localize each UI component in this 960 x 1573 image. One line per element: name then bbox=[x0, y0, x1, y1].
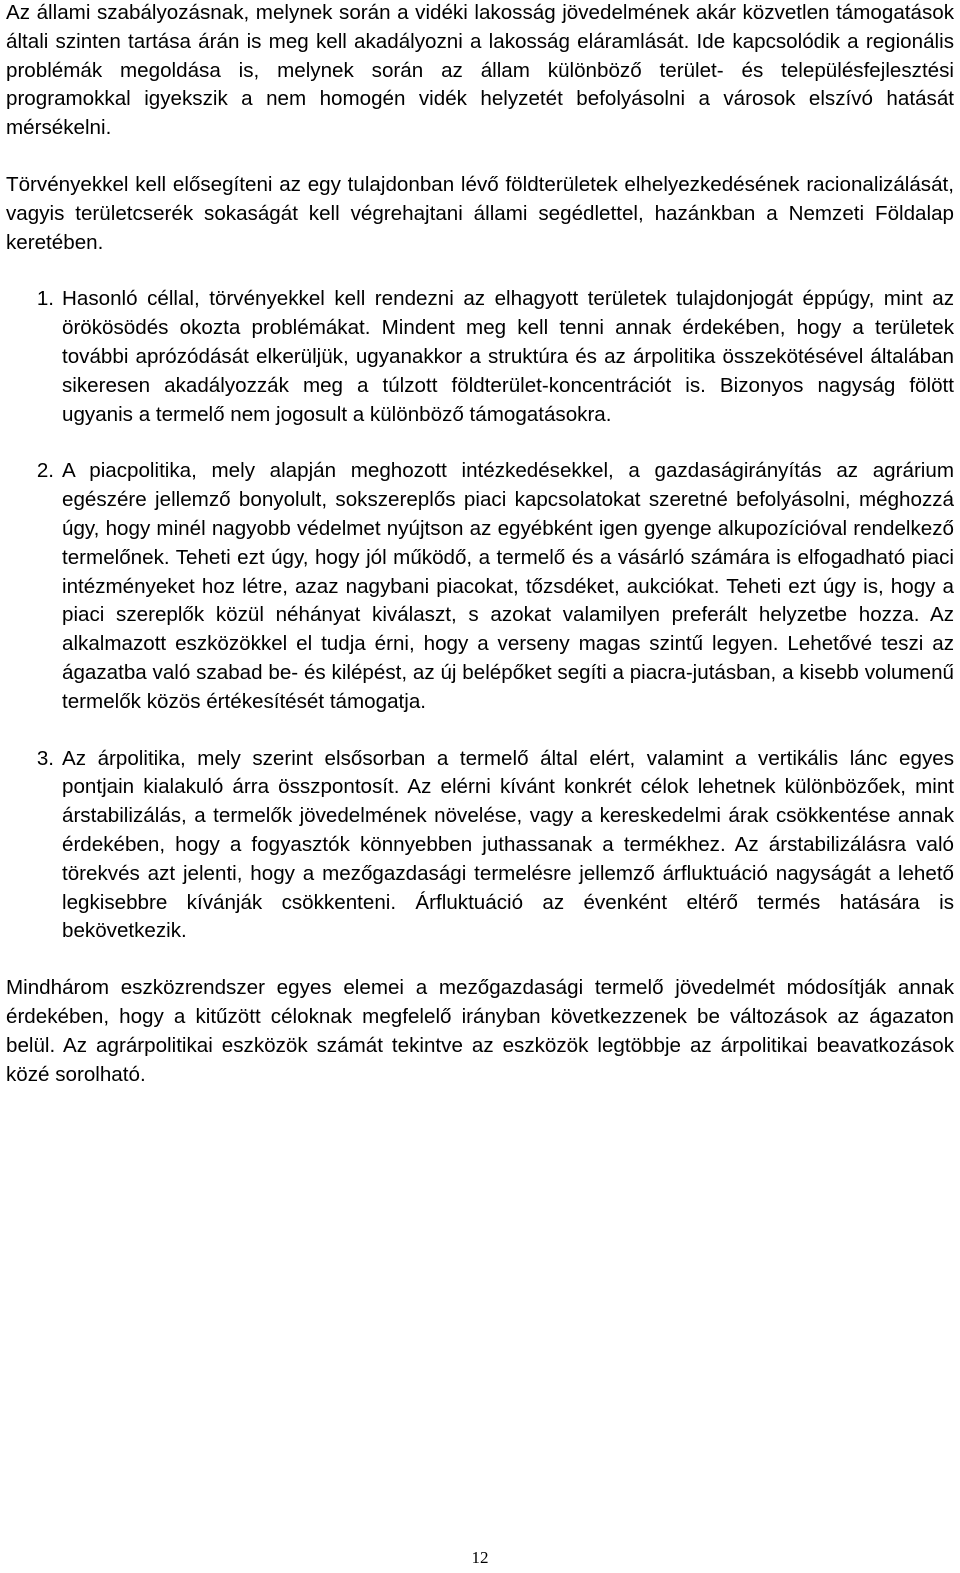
list-item bbox=[6, 745, 954, 947]
list-item bbox=[6, 285, 954, 429]
list-item-number: 1. bbox=[36, 287, 54, 311]
list-item-text: A piacpolitika, mely alapján meghozott intézkedésekkel, a gazdaságirányítás az agrárium egészére jellemző bonyolult, sokszereplős piaci kapcsolatokat szeretné befolyásolni, méghozzá úgy, hogy minél nagyobb védelmet nyújtson az egyébként igen gyenge alkupozícióval rendelkező termelőnek. Teheti ezt úgy, hogy jól működő, a termelő és a vásárló számára is elfogadható piaci intézményeket hoz létre, azaz nagybani piacokat, tőzsdéket, aukciókat. Teheti ezt úgy is, hogy a piaci szereplők közül néhányat kiválaszt, s azokat valamilyen preferált helyzetbe hozza. Az alkalmazott eszközökkel el tudja érni, hogy a verseny magas szintű legyen. Lehetővé teszi az ágazatba való szabad be- és kilépést, az új belépőket segíti a piacra-jutásban, a kisebb volumenű termelők közös értékesítését támogatja. bbox=[62, 459, 954, 713]
paragraph-summary: Mindhárom eszközrendszer egyes elemei a mezőgazdasági termelő jövedelmét módosítják annak érdekében, hogy a kitűzött céloknak megfelelő irányban következzenek be változások az ágazaton belül. Az agrárpolitikai eszközök számát tekintve az eszközök legtöbbje az árpolitikai beavatkozások közé sorolható. bbox=[6, 976, 954, 1086]
paragraph-land-consolidation: Törvényekkel kell elősegíteni az egy tulajdonban lévő földterületek elhelyezkedésének racionalizálását, vagyis területcserék sokaságát kell végrehajtani állami segédlettel, hazánkban a Nemzeti Földalap keretében. bbox=[6, 172, 954, 254]
list-item-number: 2. bbox=[36, 459, 54, 483]
list-item-text: Az árpolitika, mely szerint elsősorban a termelő által elért, valamint a vertikális lánc egyes pontjain kialakuló árra összpontosít. Az elérni kívánt konkrét célok lehetnek különbözőek, mint árstabilizálás, a termelők jövedelmének növelése, vagy a kereskedelmi árak csökkentése annak érdekében, hogy a fogyasztók könnyebben juthassanak a termékhez. Az árstabilizálásra való törekvés azt jelenti, hogy a mezőgazdasági termelésre jellemző árfluktuáció nagyságát a lehető legkisebbre kívánják csökkenteni. Árfluktuáció az évenként eltérő termés hatására is bekövetkezik. bbox=[62, 746, 954, 943]
page-number: 12 bbox=[471, 1548, 489, 1567]
list-item bbox=[6, 457, 954, 716]
paragraph-intro: Az állami szabályozásnak, melynek során a vidéki lakosság jövedelmének akár közvetlen támogatások általi szinten tartása árán is meg kell akadályozni a lakosság eláramlását. Ide kapcsolódik a regionális problémák megoldása is, melynek során az állam különböző terület- és településfejlesztési programokkal igyekszik a nem homogén vidék helyzetét befolyásolni a városok elszívó hatását mérsékelni. bbox=[6, 1, 954, 140]
list-item-text: Hasonló céllal, törvényekkel kell rendezni az elhagyott területek tulajdonjogát éppúgy, mint az örökösödés okozta problémákat. Mindent meg kell tenni annak érdekében, hogy a területek további aprózódását elkerüljük, ugyanakkor a struktúra és az árpolitika összekötésével általában sikeresen akadályozzák meg a túlzott földterület-koncentrációt is. Bizonyos nagyság fölött ugyanis a termelő nem jogosult a különböző támogatásokra. bbox=[62, 287, 954, 426]
document-page bbox=[6, 0, 954, 1089]
list-item-number: 3. bbox=[36, 746, 54, 770]
